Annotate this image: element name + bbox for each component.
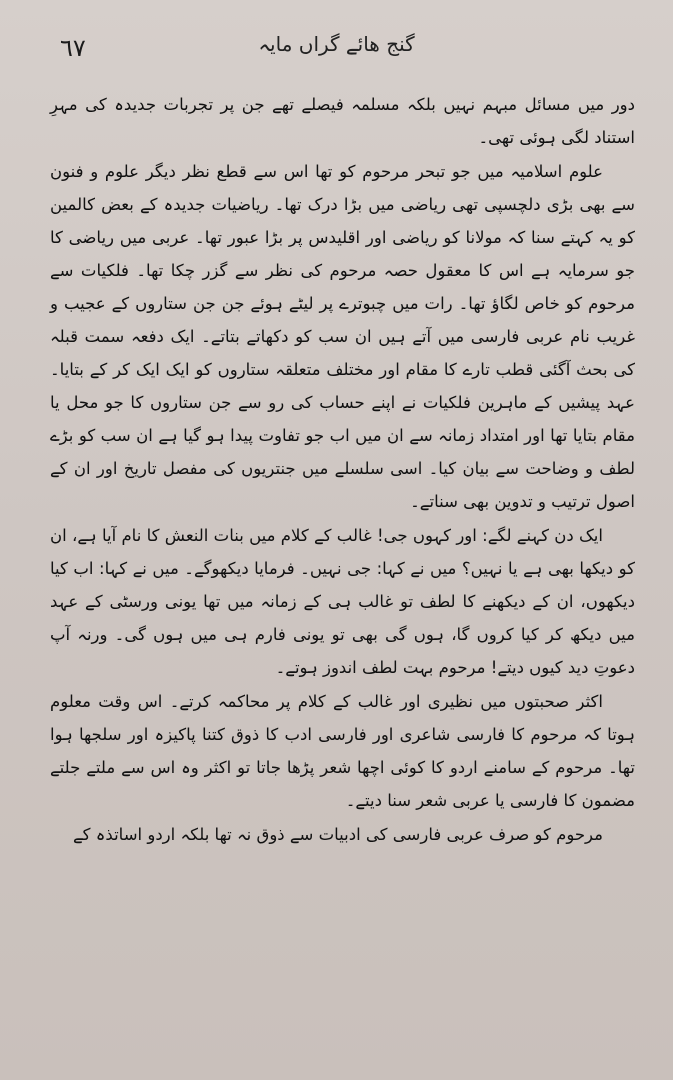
paragraph-urdu-masters: مرحوم کو صرف عربی فارسی کی ادبیات سے ذوق نہ تھا بلکہ اردو اساتذہ کے	[72, 825, 603, 844]
body-text	[50, 88, 635, 852]
paragraph-persian-poetry: اکثر صحبتوں میں نظیری اور غالب کے کلام پر محاکمہ کرتے۔ اس وقت معلوم ہوتا کہ مرحوم کا فارسی شاعری اور فارسی ادب کا ذوق کتنا پاکیزہ اور سلجھا ہوا تھا۔ مرحوم کے سامنے اردو کا کوئی اچھا شعر پڑھا جاتا تو اکثر وہ اس سے ملتے جلتے مضمون کا فارسی یا عربی شعر سنا دیتے۔	[50, 692, 635, 810]
page-number: ٦٧	[60, 34, 86, 62]
paragraph-islamic-sciences: علوم اسلامیہ میں جو تبحر مرحوم کو تھا اس سے قطع نظر دیگر علوم و فنون سے بھی بڑی دلچسپی تھی ریاضی میں بڑا درک تھا۔ ریاضیات جدیدہ کے بعض کالمین کو یہ کہتے سنا کہ مولانا کو ریاضی اور اقلیدس پر بڑا عبور تھا۔ عربی میں ریاضی کا جو سرمایہ ہے اس کا معقول حصہ مرحوم کی نظر سے گزر چکا تھا۔ فلکیات سے مرحوم کو خاص لگاؤ تھا۔ رات میں چبوترے پر لیٹے ہوئے جن جن ستاروں کے عجیب و غریب نام عربی فارسی میں آتے ہیں ان سب کو دکھاتے بتاتے۔ ایک دفعہ سمت قبلہ کی بحث آگئی قطب تارے کا مقام اور مختلف متعلقہ ستاروں کو ایک ایک کر کے بتایا۔ عہد پیشیں کے ماہرین فلکیات نے اپنے حساب کی رو سے جن ستاروں کا جو محل یا مقام بتایا تھا اور امتداد زمانہ سے ان میں اب جو تفاوت پیدا ہو گیا ہے ان سب کو بڑے لطف و وضاحت سے بیان کیا۔ اسی سلسلے میں جنتریوں کی مفصل تاریخ اور ان کے اصول ترتیب و تدوین بھی سناتے۔	[50, 162, 635, 511]
running-title: گنج ھائے گراں مایہ	[258, 32, 415, 56]
paragraph-continuation: دور میں مسائل مبہم نہیں بلکہ مسلمہ فیصلے تھے جن پر تجربات جدیدہ کی مہرِ استناد لگی ہوئی تھی۔	[50, 95, 635, 147]
paragraph-ghalib-anecdote: ایک دن کہنے لگے: اور کہوں جی! غالب کے کلام میں بنات النعش کا نام آیا ہے، ان کو دیکھا بھی ہے یا نہیں؟ میں نے کہا: جی نہیں۔ فرمایا دیکھوگے۔ میں نے کہا: اب کیا دیکھوں، ان کے دیکھنے کا لطف تو غالب ہی کے زمانہ میں تھا یونی ورسٹی کے عہد میں دیکھ کر کیا کروں گا، ہوں گی بھی تو یونی فارم ہی میں ہوں گی۔ ورنہ آپ دعوتِ دید کیوں دیتے! مرحوم بہت لطف اندوز ہوتے۔	[50, 526, 635, 677]
page-header	[0, 32, 673, 72]
